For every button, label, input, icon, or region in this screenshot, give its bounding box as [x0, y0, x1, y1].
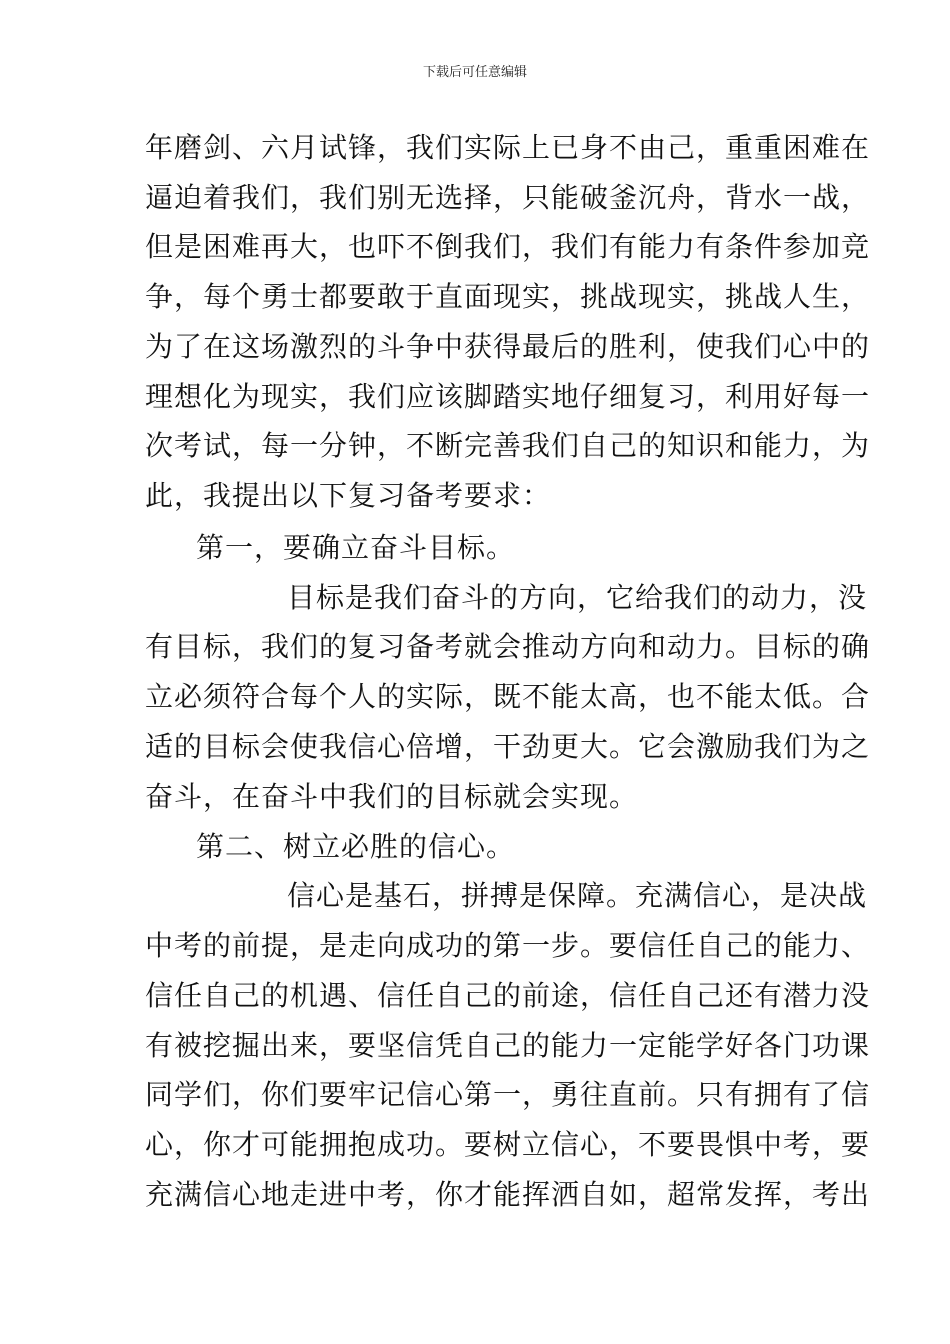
- text-line-17: 中考的前提，是走向成功的第一步。要信任自己的能力、: [145, 929, 871, 962]
- text-line-5: 为了在这场激烈的斗争中获得最后的胜利，使我们心中的: [145, 330, 871, 363]
- text-line-20: 同学们，你们要牢记信心第一，勇往直前。只有拥有了信: [145, 1078, 871, 1111]
- section-heading-1: 第一，要确立奋斗目标。: [196, 531, 516, 564]
- text-line-11: 有目标，我们的复习备考就会推动方向和动力。目标的确: [145, 630, 871, 663]
- text-line-6: 理想化为现实，我们应该脚踏实地仔细复习，利用好每一: [145, 380, 871, 413]
- text-line-3: 但是困难再大，也吓不倒我们，我们有能力有条件参加竞: [145, 230, 871, 263]
- section-heading-2: 第二、树立必胜的信心。: [196, 830, 516, 863]
- page-header: 下载后可任意编辑: [422, 65, 527, 80]
- text-line-22: 充满信心地走进中考，你才能挥洒自如，超常发挥，考出: [145, 1178, 871, 1211]
- text-line-16: 信心是基石，拼搏是保障。充满信心，是决战: [287, 879, 868, 912]
- text-line-10: 目标是我们奋斗的方向，它给我们的动力，没: [287, 581, 868, 614]
- text-line-7: 次考试，每一分钟，不断完善我们自己的知识和能力，为: [145, 429, 871, 462]
- text-line-19: 有被挖掘出来，要坚信凭自己的能力一定能学好各门功课: [145, 1029, 871, 1062]
- text-line-2: 逼迫着我们，我们别无选择，只能破釜沉舟，背水一战，: [145, 181, 871, 214]
- text-line-13: 适的目标会使我信心倍增，干劲更大。它会激励我们为之: [145, 730, 871, 763]
- text-line-4: 争，每个勇士都要敢于直面现实，挑战现实，挑战人生，: [145, 280, 871, 313]
- text-line-12: 立必须符合每个人的实际，既不能太高，也不能太低。合: [145, 680, 871, 713]
- text-line-14: 奋斗，在奋斗中我们的目标就会实现。: [145, 780, 639, 813]
- text-line-21: 心，你才可能拥抱成功。要树立信心，不要畏惧中考，要: [145, 1128, 871, 1161]
- text-line-1: 年磨剑、六月试锋，我们实际上已身不由己，重重困难在: [145, 131, 871, 164]
- text-line-18: 信任自己的机遇、信任自己的前途，信任自己还有潜力没: [145, 979, 871, 1012]
- text-line-8: 此，我提出以下复习备考要求：: [145, 479, 552, 512]
